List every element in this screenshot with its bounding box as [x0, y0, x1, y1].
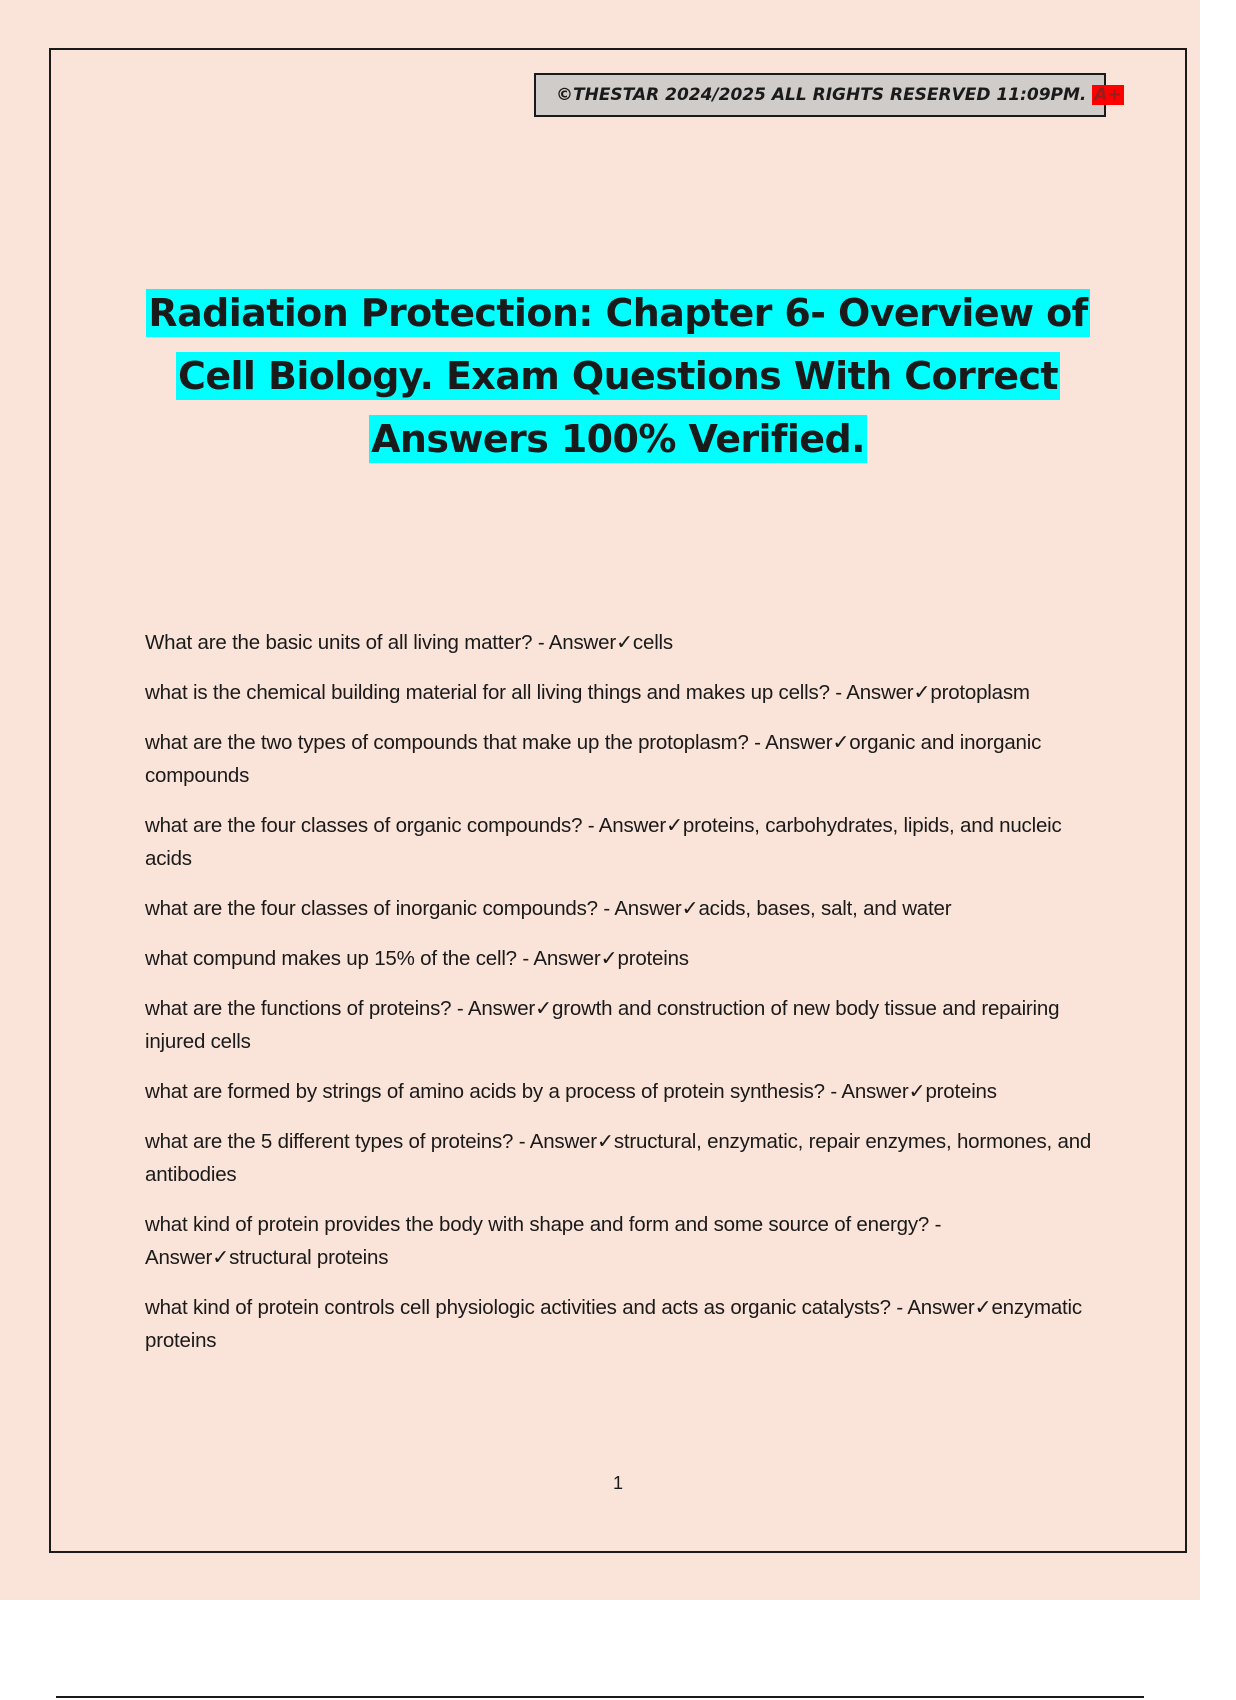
- question-answer-list: [145, 626, 1100, 1374]
- qa-item: what are formed by strings of amino acids by a process of protein synthesis? - Answer✓proteins: [145, 1080, 997, 1103]
- qa-item: what kind of protein controls cell physiologic activities and acts as organic catalysts? - Answer✓enzymatic proteins: [145, 1296, 1082, 1352]
- title-line-1: Radiation Protection: Chapter 6- Overview of: [148, 291, 1088, 335]
- title-line-2: Cell Biology. Exam Questions With Correct: [178, 354, 1058, 398]
- grade-badge: A+: [1094, 85, 1122, 105]
- copyright-text: ©THESTAR 2024/2025 ALL RIGHTS RESERVED 11:09PM.: [556, 85, 1093, 105]
- page-number: 1: [612, 1473, 623, 1493]
- qa-item: what are the two types of compounds that make up the protoplasm? - Answer✓organic and inorganic compounds: [145, 731, 1042, 787]
- copyright-banner: [534, 73, 1122, 117]
- qa-item: what is the chemical building material for all living things and makes up cells? - Answer✓protoplasm: [145, 681, 1030, 704]
- qa-item: what kind of protein provides the body with shape and form and some source of energy? - Answer✓structural proteins: [145, 1213, 942, 1269]
- qa-item: What are the basic units of all living matter? - Answer✓cells: [145, 631, 673, 654]
- page-divider: [56, 1696, 1144, 1698]
- qa-item: what are the functions of proteins? - Answer✓growth and construction of new body tissue and repairing injured cells: [145, 997, 1060, 1053]
- qa-item: what are the four classes of organic compounds? - Answer✓proteins, carbohydrates, lipids, and nucleic acids: [145, 814, 1062, 870]
- qa-item: what are the four classes of inorganic compounds? - Answer✓acids, bases, salt, and water: [145, 897, 952, 920]
- qa-item: what compund makes up 15% of the cell? - Answer✓proteins: [145, 947, 689, 970]
- qa-item: what are the 5 different types of proteins? - Answer✓structural, enzymatic, repair enzymes, hormones, and antibodies: [145, 1130, 1092, 1186]
- title-line-3: Answers 100% Verified.: [371, 417, 865, 461]
- document-title: [120, 282, 1116, 471]
